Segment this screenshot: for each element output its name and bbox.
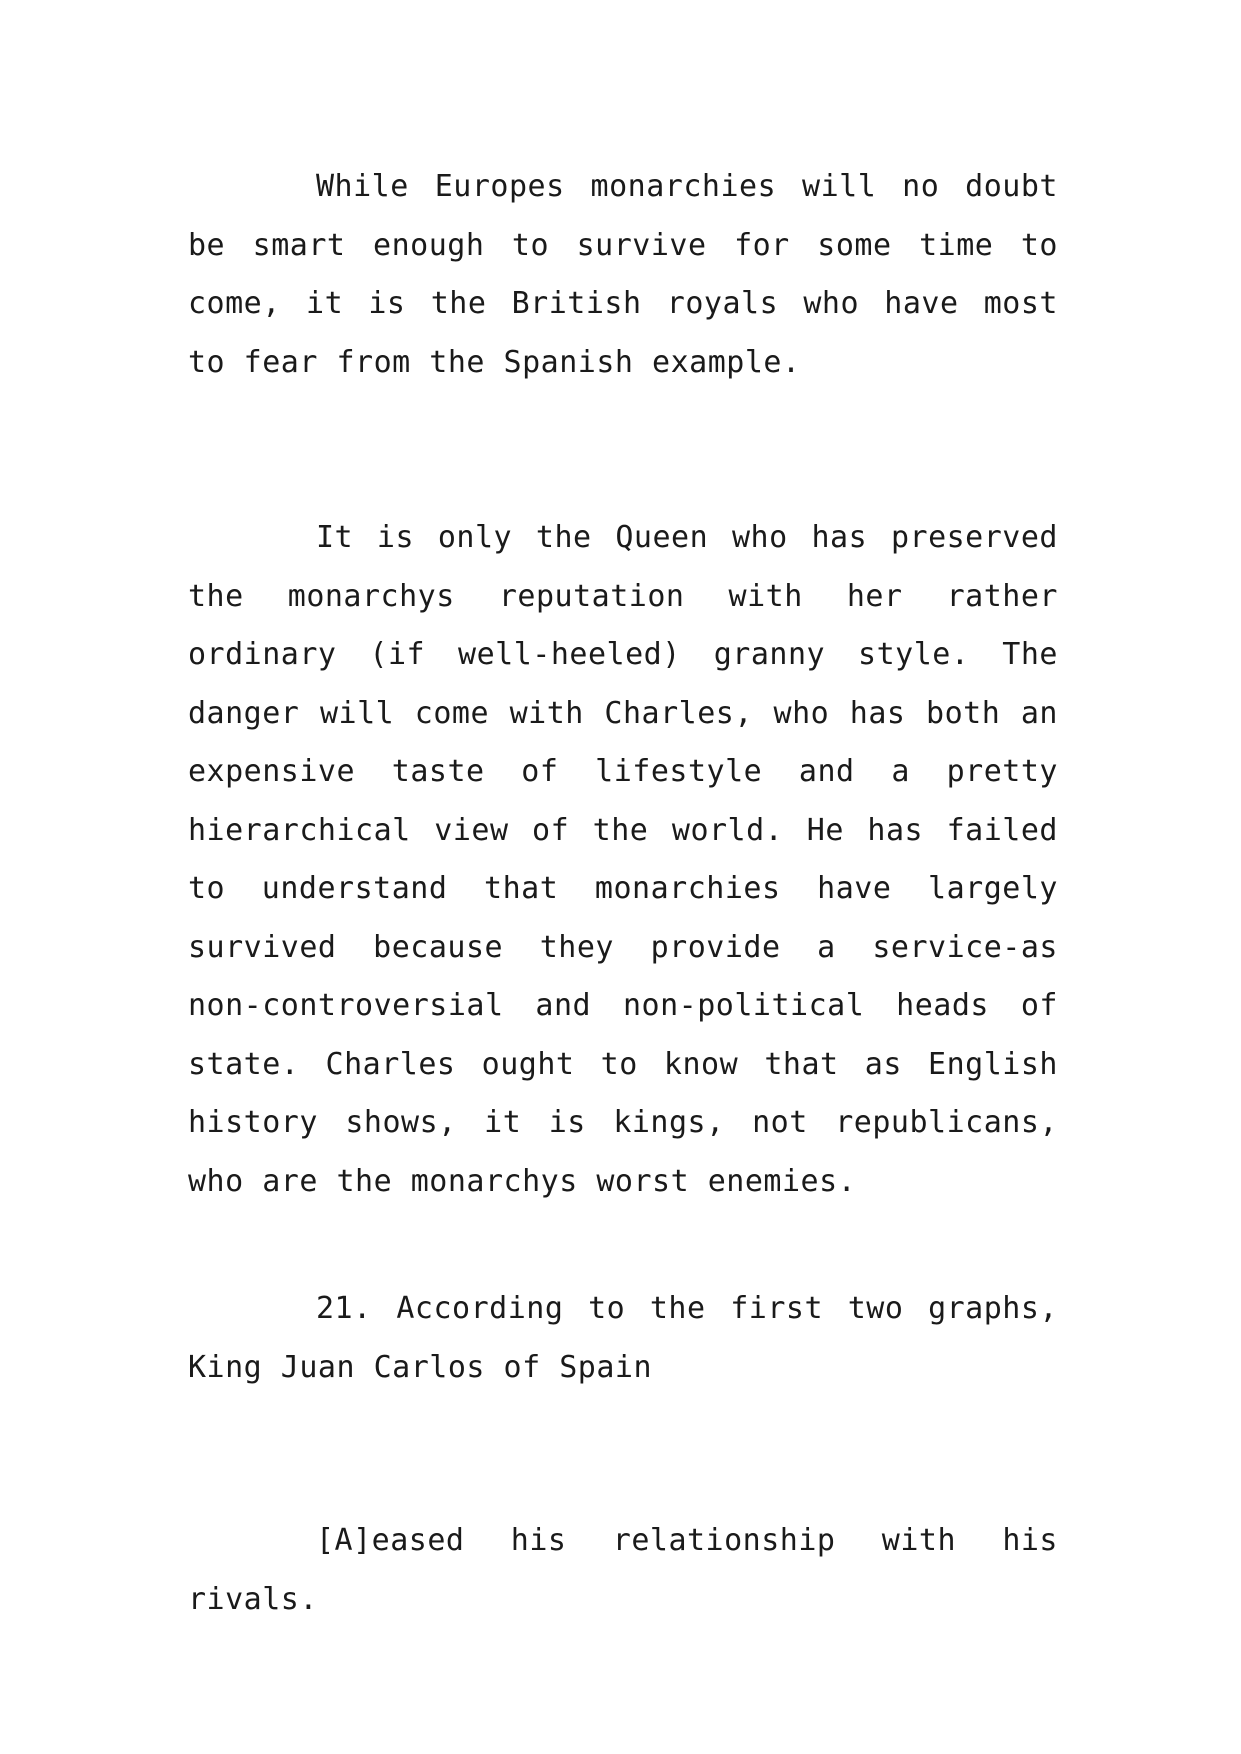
- paragraph-queen-reputation: It is only the Queen who has preserved the monarchys reputation with her rather ordinary (if well-heeled) granny style. The danger will come with Charles, who has both an expensive taste of lifestyle and a pretty hierarchical view of the world. He has failed to understand that monarchies have largely survived because they provide a service-as non-controversial and non-political heads of state. Charles ought to know that as English history shows, it is kings, not republicans, who are the monarchys worst enemies.: [188, 520, 1058, 1199]
- answer-option-a: [A]eased his relationship with his rivals.: [188, 1523, 1058, 1617]
- paragraph-monarchies-survival: While Europes monarchies will no doubt be smart enough to survive for some time to come, it is the British royals who have most to fear from the Spanish example.: [188, 169, 1058, 380]
- question-21: 21. According to the first two graphs, King Juan Carlos of Spain: [188, 1291, 1058, 1385]
